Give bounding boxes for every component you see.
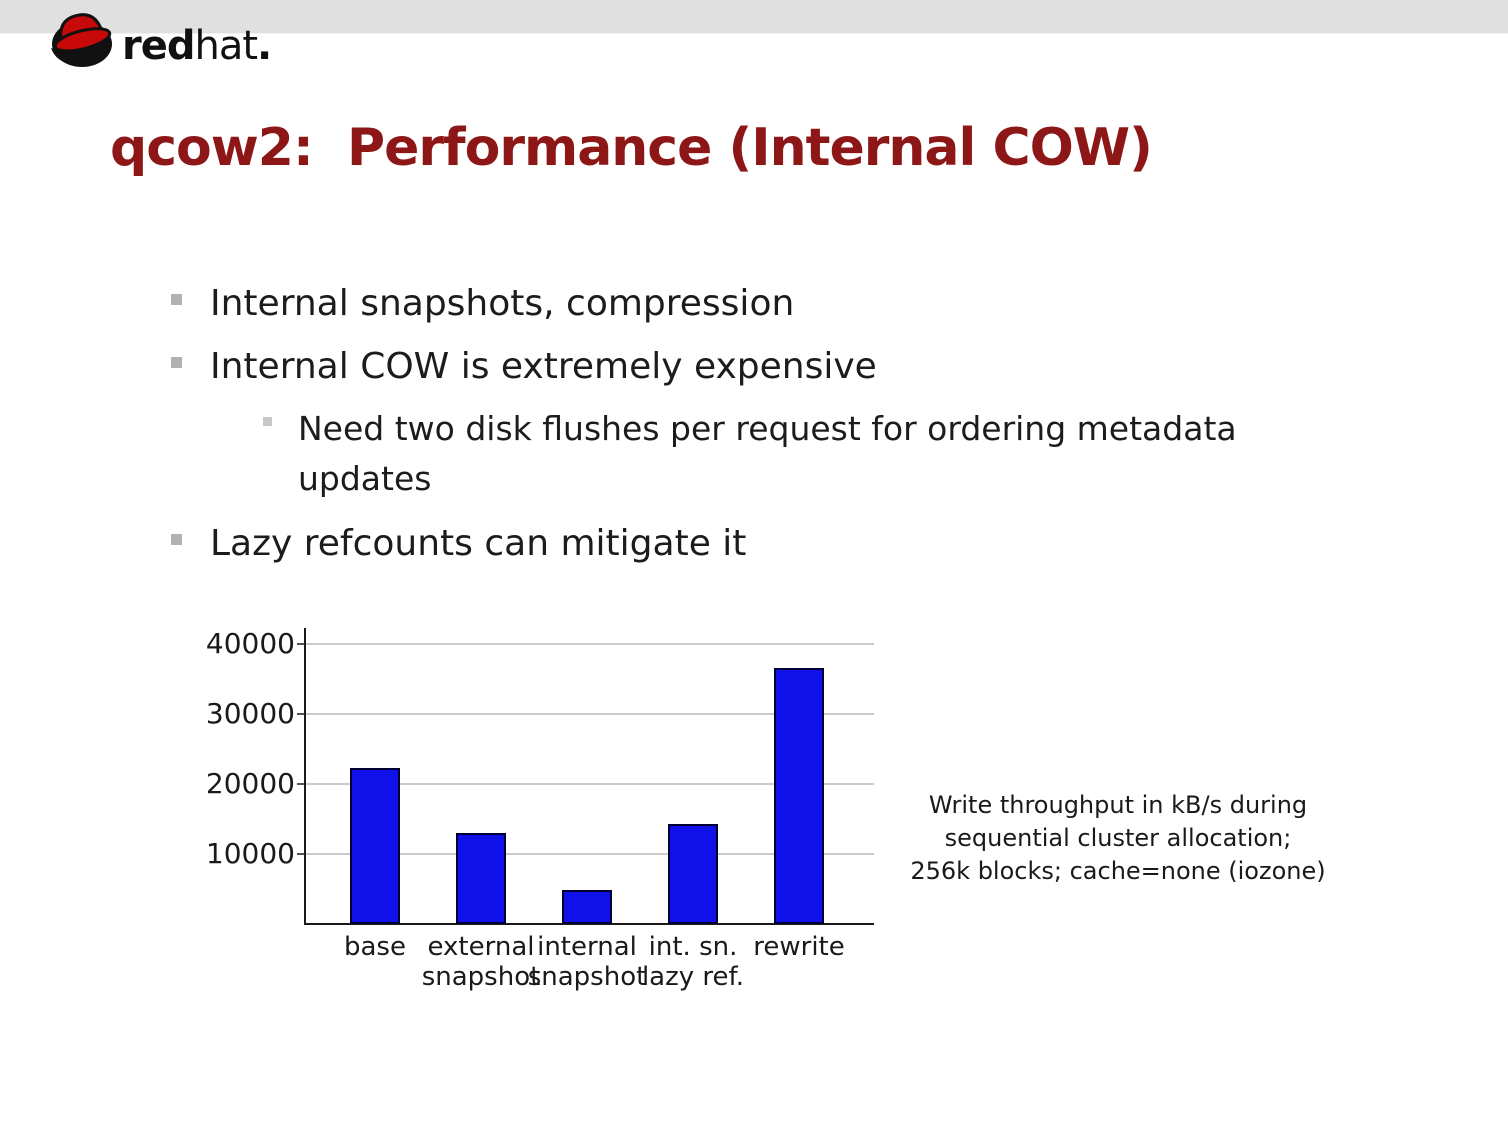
redhat-fedora-icon	[46, 6, 116, 70]
chart-caption	[908, 789, 1328, 888]
y-tick-mark	[297, 713, 305, 715]
y-tick-label: 30000	[205, 697, 295, 730]
bar	[668, 824, 718, 924]
redhat-logo	[46, 6, 271, 70]
x-tick-label: int. sn.	[648, 932, 738, 962]
bullet-square-icon	[263, 417, 272, 426]
bullet-text: Lazy refcounts can mitigate it	[210, 523, 747, 564]
slide-title: qcow2: Performance (Internal COW)	[110, 118, 1152, 178]
y-tick-mark	[297, 853, 305, 855]
bullet-square-icon	[171, 357, 182, 368]
caption-line: sequential cluster allocation;	[944, 824, 1292, 852]
sub-bullet-item	[263, 404, 1288, 504]
x-tick-label: rewrite	[753, 932, 845, 962]
wordmark-hat: hat	[194, 23, 258, 69]
bullet-item	[171, 521, 746, 567]
bullet-item	[171, 344, 877, 390]
bar	[562, 890, 612, 924]
wordmark-period: .	[257, 23, 272, 69]
y-tick-label: 10000	[205, 837, 295, 870]
x-axis	[304, 923, 874, 925]
caption-line: Write throughput in kB/s during	[928, 791, 1308, 819]
y-axis	[304, 628, 306, 925]
y-tick-label: 20000	[205, 767, 295, 800]
x-tick-label: internal	[537, 932, 637, 962]
bullet-item	[171, 281, 794, 327]
gridline	[306, 713, 874, 715]
bar	[456, 833, 506, 924]
y-tick-mark	[297, 643, 305, 645]
y-tick-label: 40000	[205, 627, 295, 660]
bar	[774, 668, 824, 924]
bullet-text: Internal snapshots, compression	[210, 283, 795, 324]
gridline	[306, 643, 874, 645]
wordmark-red: red	[122, 23, 195, 69]
x-tick-label: base	[344, 932, 406, 962]
sub-bullet-text: Need two disk flushes per request for ordering metadata updates	[298, 409, 1237, 498]
bar	[350, 768, 400, 924]
bullet-square-icon	[171, 534, 182, 545]
gridline	[306, 783, 874, 785]
bullet-square-icon	[171, 294, 182, 305]
x-tick-label: snapshot	[421, 962, 541, 992]
gridline	[306, 853, 874, 855]
x-tick-label: lazy ref.	[641, 962, 745, 992]
redhat-wordmark	[122, 23, 272, 70]
x-tick-label: external	[427, 932, 535, 962]
x-tick-label: snapshot	[527, 962, 647, 992]
y-tick-mark	[297, 783, 305, 785]
caption-line: 256k blocks; cache=none (iozone)	[910, 857, 1326, 885]
bullet-text: Internal COW is extremely expensive	[210, 346, 877, 387]
